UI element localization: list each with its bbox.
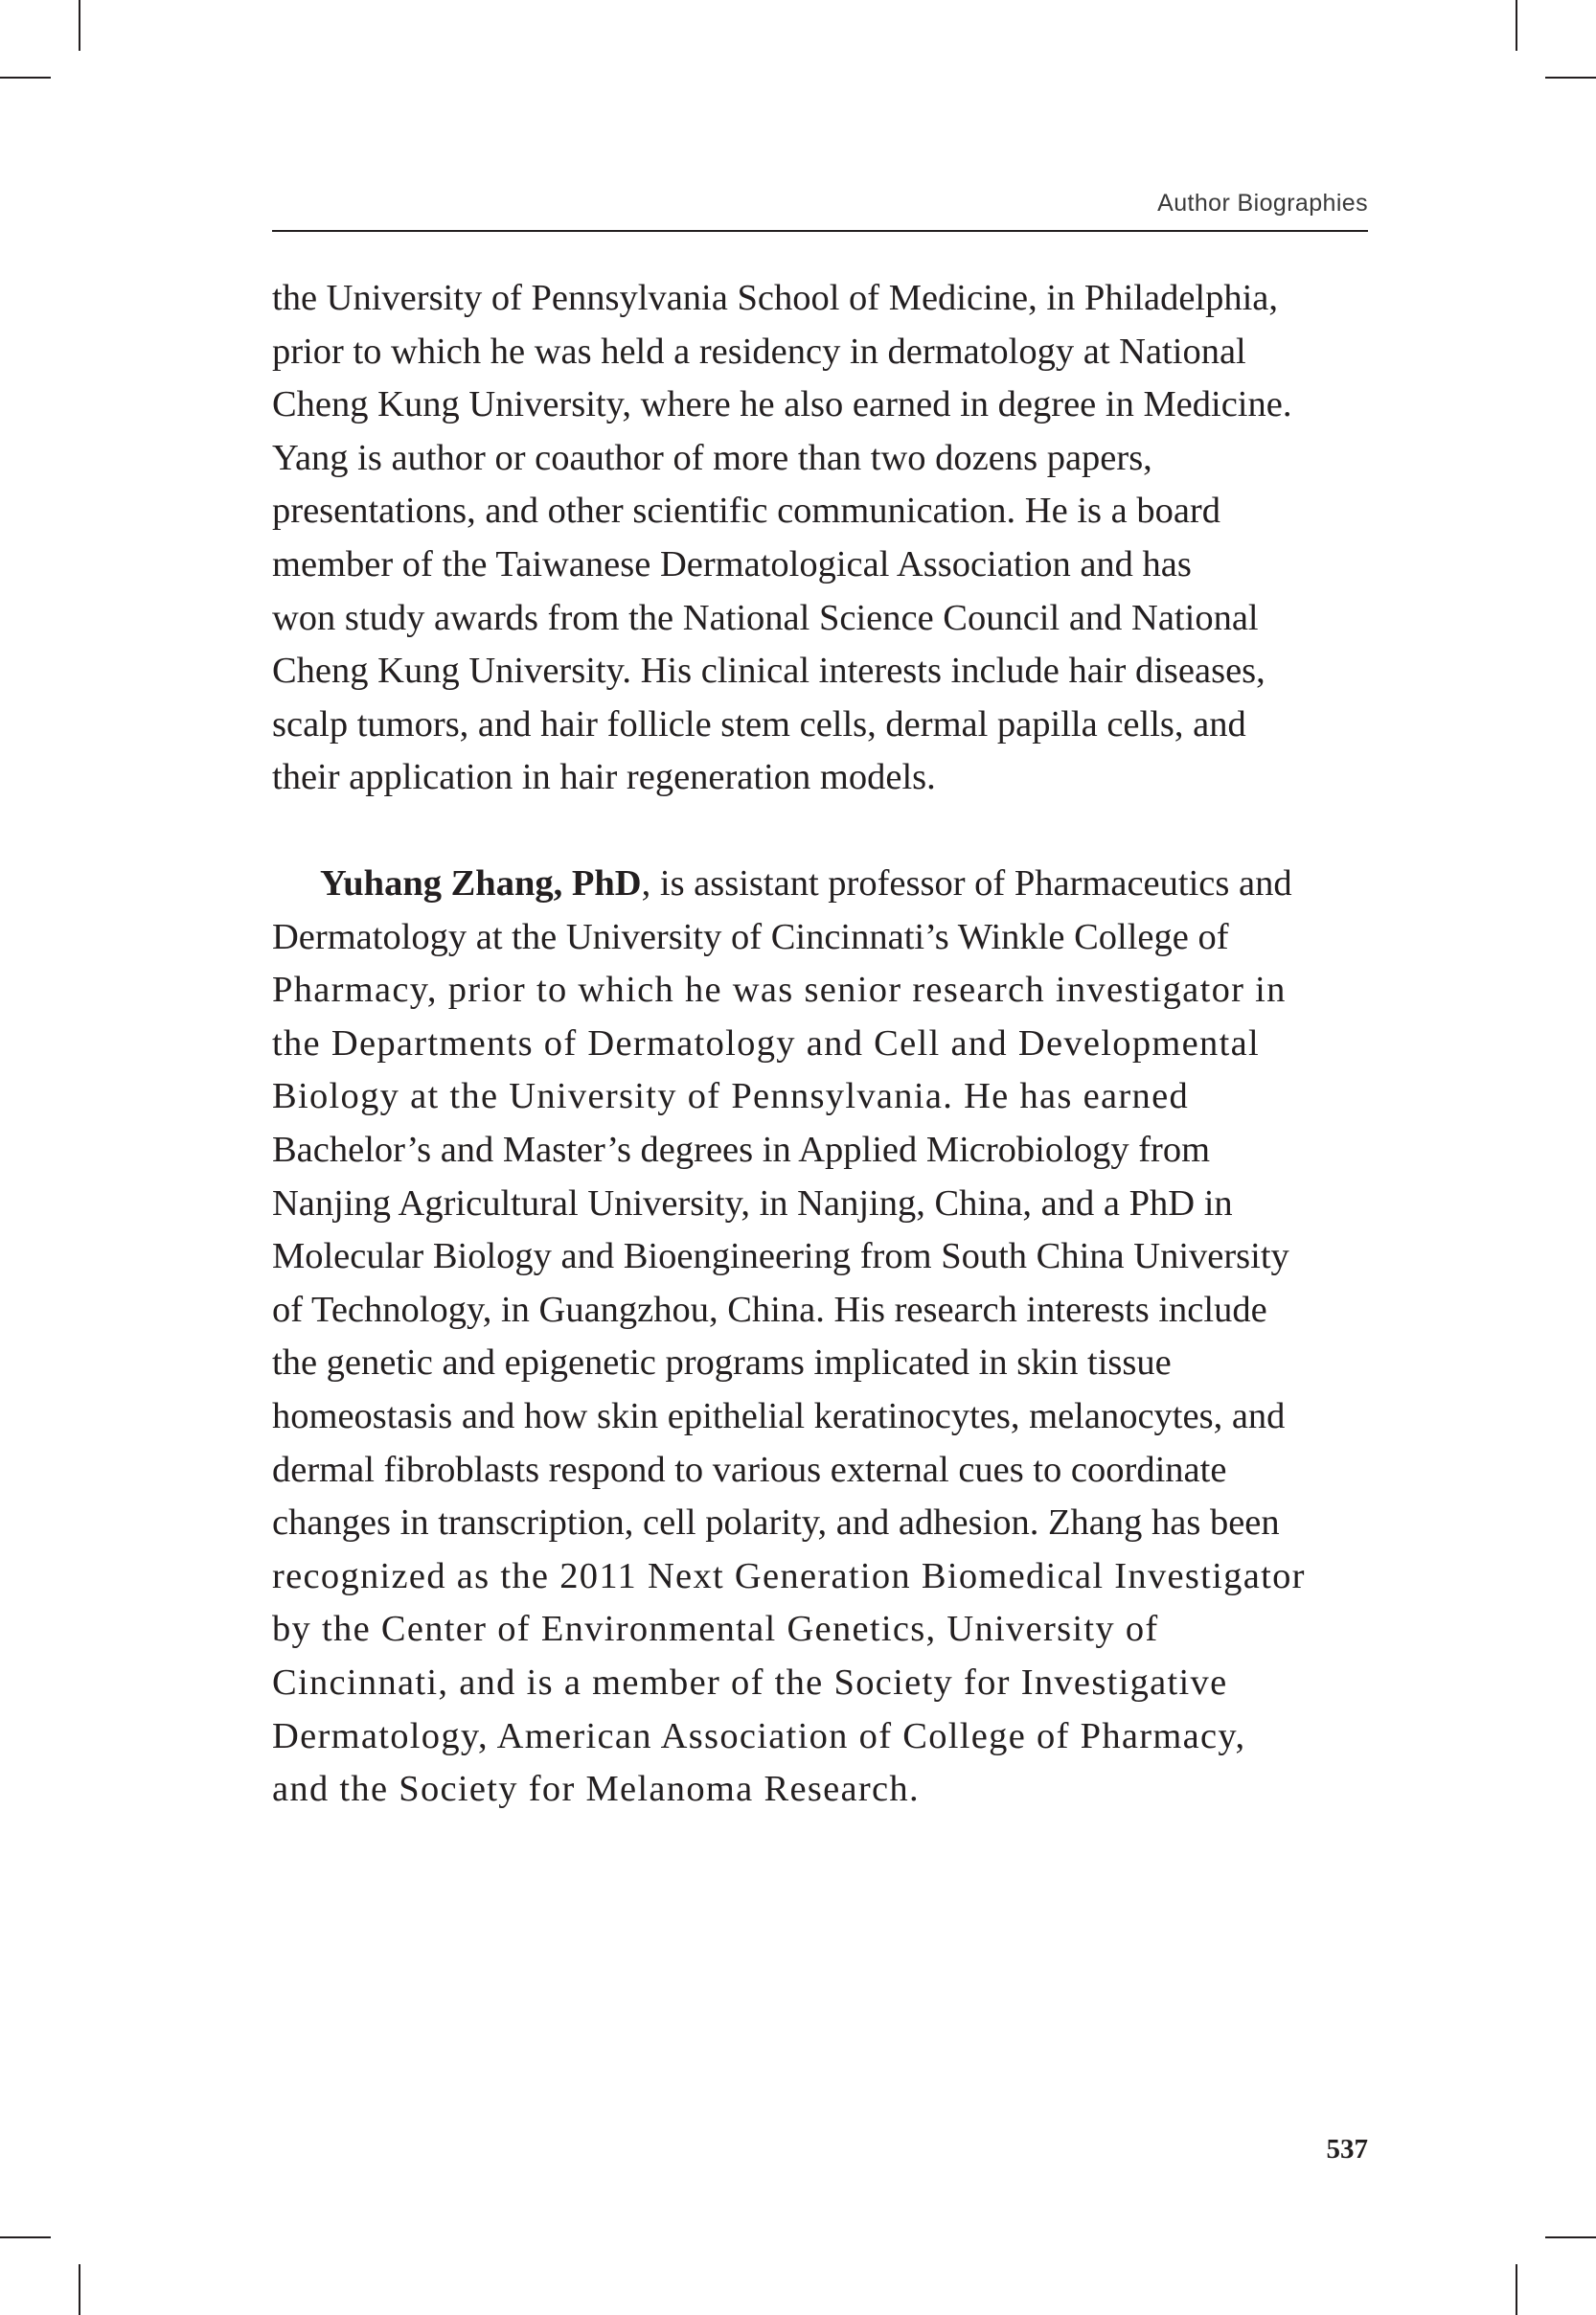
- author-title-text: , is assistant professor of Pharmaceutics and: [641, 863, 1292, 904]
- crop-mark-bottom-right-vertical: [1516, 2264, 1517, 2315]
- text-line: Cincinnati, and is a member of the Society for Investigative: [272, 1662, 1228, 1703]
- text-line: and the Society for Melanoma Research.: [272, 1769, 920, 1810]
- crop-mark-bottom-left-vertical: [79, 2264, 80, 2315]
- running-head: Author Biographies: [1157, 190, 1368, 217]
- crop-mark-bottom-left-horizontal: [0, 2236, 51, 2238]
- biography-paragraph-continued: [272, 272, 1374, 805]
- crop-mark-top-left-vertical: [79, 0, 80, 51]
- text-line: by the Center of Environmental Genetics, University of: [272, 1609, 1159, 1650]
- biography-paragraph-zhang: [272, 858, 1374, 1817]
- text-line: Yang is author or coauthor of more than two dozens papers,: [272, 437, 1152, 478]
- text-line: the genetic and epigenetic programs implicated in skin tissue: [272, 1342, 1172, 1384]
- text-line: the Departments of Dermatology and Cell and Developmental: [272, 1022, 1260, 1064]
- text-line: [272, 858, 1374, 911]
- text-line: presentations, and other scientific communication. He is a board: [272, 491, 1221, 532]
- text-line: dermal fibroblasts respond to various external cues to coordinate: [272, 1449, 1227, 1490]
- text-line: Pharmacy, prior to which he was senior research investigator in: [272, 970, 1287, 1011]
- text-line: prior to which he was held a residency in dermatology at National: [272, 331, 1246, 372]
- text-line: Biology at the University of Pennsylvania. He has earned: [272, 1076, 1190, 1117]
- crop-mark-bottom-right-horizontal: [1545, 2236, 1596, 2238]
- text-line: Nanjing Agricultural University, in Nanjing, China, and a PhD in: [272, 1182, 1233, 1224]
- text-line: their application in hair regeneration models.: [272, 757, 936, 798]
- text-line: homeostasis and how skin epithelial keratinocytes, melanocytes, and: [272, 1395, 1286, 1436]
- header-rule: [272, 230, 1368, 232]
- text-line: Dermatology, American Association of College of Pharmacy,: [272, 1715, 1246, 1756]
- text-line: Dermatology at the University of Cincinnati’s Winkle College of: [272, 916, 1229, 957]
- text-line: scalp tumors, and hair follicle stem cells, dermal papilla cells, and: [272, 703, 1246, 745]
- crop-mark-top-left-horizontal: [0, 77, 51, 79]
- text-line: Bachelor’s and Master’s degrees in Applied Microbiology from: [272, 1129, 1211, 1170]
- crop-mark-top-right-vertical: [1516, 0, 1517, 51]
- text-line: Molecular Biology and Bioengineering from South China University: [272, 1236, 1289, 1277]
- text-line: recognized as the 2011 Next Generation Biomedical Investigator: [272, 1555, 1306, 1596]
- text-line: changes in transcription, cell polarity, and adhesion. Zhang has been: [272, 1502, 1280, 1544]
- author-name: Yuhang Zhang, PhD: [320, 863, 642, 904]
- text-line: won study awards from the National Science Council and National: [272, 597, 1259, 638]
- text-line: Cheng Kung University, where he also earned in degree in Medicine.: [272, 384, 1292, 425]
- text-line: Cheng Kung University. His clinical interests include hair diseases,: [272, 651, 1265, 692]
- text-line: of Technology, in Guangzhou, China. His research interests include: [272, 1289, 1267, 1330]
- text-line: the University of Pennsylvania School of Medicine, in Philadelphia,: [272, 278, 1279, 318]
- text-line: member of the Taiwanese Dermatological Association and has: [272, 543, 1192, 584]
- page-number: 537: [1326, 2134, 1368, 2165]
- crop-mark-top-right-horizontal: [1545, 77, 1596, 79]
